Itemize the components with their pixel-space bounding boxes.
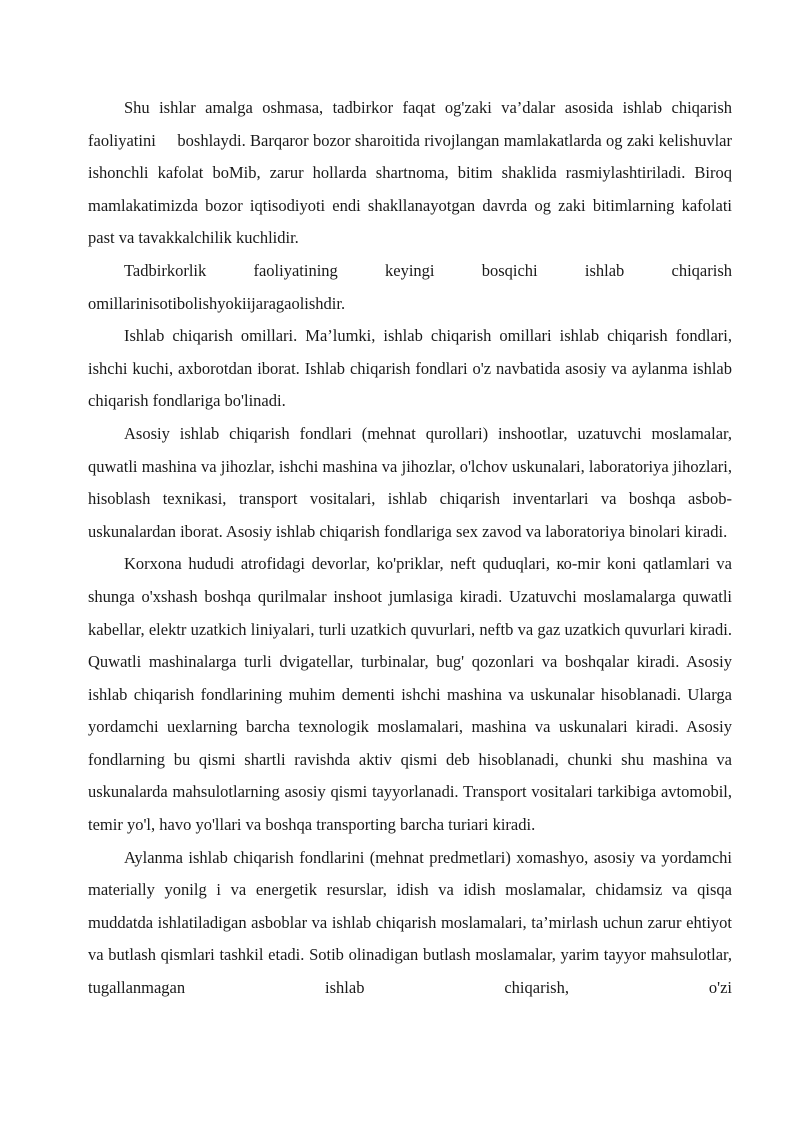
paragraph-1: Shu ishlar amalga oshmasa, tadbirkor faqat og'zaki va’dalar asosida ishlab chiqarish faoliyatini boshlaydi. Barqaror bozor sharoitida rivojlangan mamlakatlarda og zaki kelishuvlar ishonchli kafolat boMib, zarur hollarda shartnoma, bitim shaklida rasmiylashtiriladi. Biroq mamlakatimizda bozor iqtisodiyoti endi shakllanayotgan davrda og zaki bitimlarning kafolati past va tavakkalchilik kuchlidir. bbox=[88, 98, 732, 248]
paragraph-6: Aylanma ishlab chiqarish fondlarini (mehnat predmetlari) xomashyo, asosiy va yordamchi materially yonilg i va energetik resurslar, idish va idish moslamalar, chidamsiz va qisqa muddatda ishlatiladigan asboblar va ishlab chiqarish moslamalari, ta’mirlash uchun zarur ehtiyot va butlash qismlari tashkil etadi. Sotib olinadigan butlash moslamalar, yarim tayyor mahsulotlar, tugallanmagan ishlab chiqarish, o'zi bbox=[88, 847, 732, 998]
document-page bbox=[88, 92, 732, 1005]
paragraph-2-line-2: omillarinisotibolishyokiijaragaolishdir. bbox=[88, 293, 346, 313]
paragraph-4: Asosiy ishlab chiqarish fondlari (mehnat qurollari) inshootlar, uzatuvchi moslamalar, quwatli mashina va jihozlar, ishchi mashina va jihozlar, o'lchov uskunalari, laboratoriya jihozlari, hisoblash texnikasi, transport vositalari, ishlab chiqarish inventarlari va boshqa asbob-uskunalardan iborat. Asosiy ishlab chiqarish fondlariga sex zavod va laboratoriya binolari kiradi. bbox=[88, 423, 732, 541]
paragraph-3: Ishlab chiqarish omillari. Ma’lumki, ishlab chiqarish omillari ishlab chiqarish fondlari, ishchi kuchi, axborotdan iborat. Ishlab chiqarish fondlari o'z navbatida asosiy va aylanma ishlab chiqarish fondlariga bo'linadi. bbox=[88, 326, 732, 411]
paragraph-2 bbox=[88, 255, 732, 320]
paragraph-2-line-1: Tadbirkorlik faoliyatining keyingi bosqichi ishlab chiqarish bbox=[124, 260, 732, 280]
paragraph-5: Korxona hududi atrofidagi devorlar, ko'priklar, neft quduqlari, ко-mir koni qatlamlari va shunga o'xshash boshqa qurilmalar inshoot jumlasiga kiradi. Uzatuvchi moslamalarga quwatli kabellar, elektr uzatkich liniyalari, turli uzatkich quvurlari, neftb va gaz uzatkich quvurlari kiradi. Quwatli mashinalarga turli dvigatellar, turbinalar, bug' qozonlari va boshqalar kiradi. Asosiy ishlab chiqarish fondlarining muhim dementi ishchi mashina va uskunalar hisoblanadi. Ularga yordamchi uexlarning barcha texnologik moslamalari, mashina va uskunalari kiradi. Asosiy fondlarning bu qismi shartli ravishda aktiv qismi deb hisoblanadi, chunki shu mashina va uskunalarda mahsulotlarning asosiy qismi tayyorlanadi. Transport vositalari tarkibiga avtomobil, temir yo'l, havo yo'llari va boshqa transporting barcha turiari kiradi. bbox=[88, 554, 732, 835]
